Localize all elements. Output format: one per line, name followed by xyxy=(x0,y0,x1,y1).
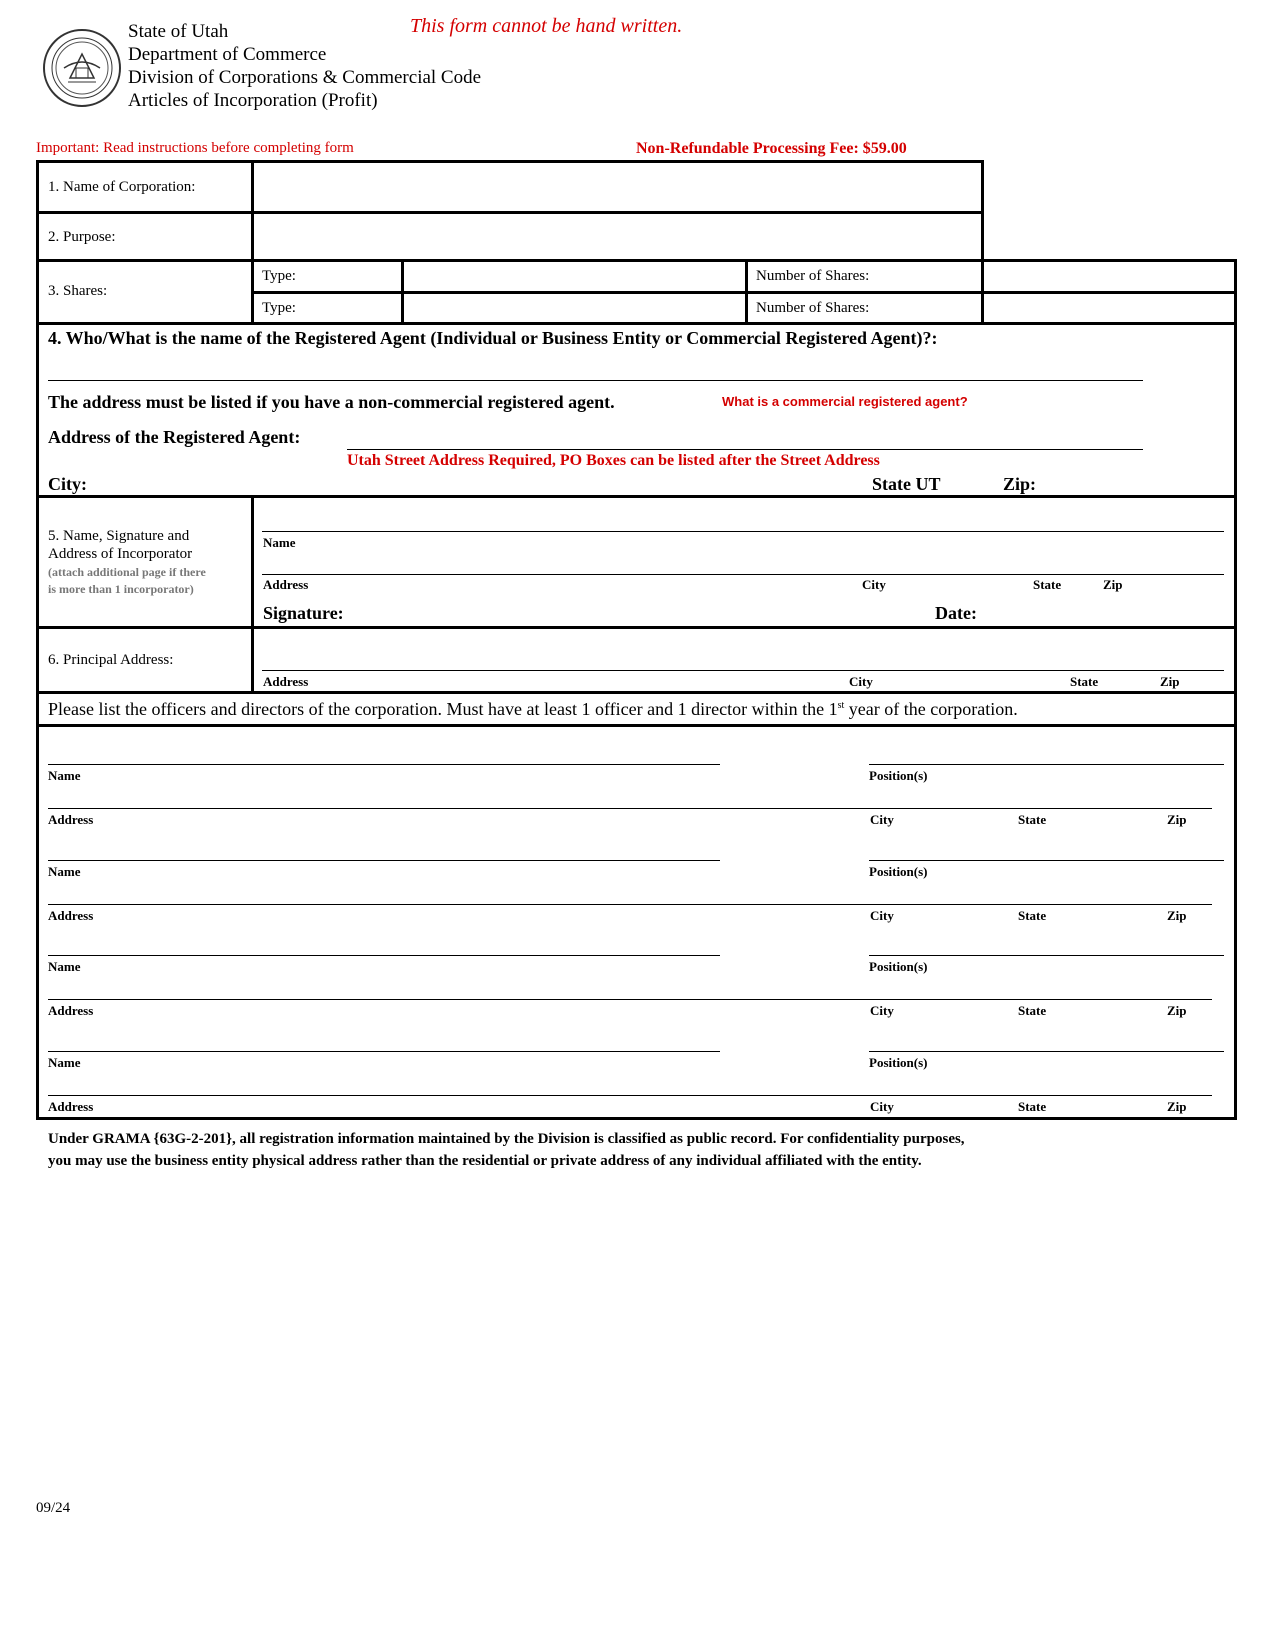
officers-intro: Please list the officers and directors of the corporation. Must have at least 1 officer and 1 director within the 1st year of the corporation. xyxy=(48,699,1018,719)
agent-city-label: City: xyxy=(48,474,87,494)
important-note[interactable]: Important: Read instructions before completing form xyxy=(36,140,354,156)
share-number-field-2[interactable] xyxy=(985,295,1233,321)
officer-zip-label-3: Zip xyxy=(1167,1003,1187,1018)
share-type-field-2[interactable] xyxy=(405,295,743,321)
officer-address-label-4: Address xyxy=(48,1099,94,1114)
officer-name-line-3[interactable] xyxy=(48,955,720,956)
officer-state-label-4: State xyxy=(1018,1099,1047,1114)
principal-zip-label: Zip xyxy=(1160,674,1180,689)
registered-agent-question: 4. Who/What is the name of the Registered Agent (Individual or Business Entity or Commercial Registered Agent)?: xyxy=(48,328,938,348)
share-number-label-1: Number of Shares: xyxy=(756,268,870,284)
officer-name-label-2: Name xyxy=(48,864,81,879)
officer-address-line-3[interactable] xyxy=(48,999,1212,1000)
commercial-agent-link[interactable]: What is a commercial registered agent? xyxy=(722,394,968,409)
date-label: Date: xyxy=(935,603,977,623)
form-version: 09/24 xyxy=(36,1500,71,1516)
utah-seal-icon xyxy=(42,28,122,108)
officer-position-line-3[interactable] xyxy=(869,955,1224,956)
officer-state-label-3: State xyxy=(1018,1003,1047,1018)
officer-zip-label-1: Zip xyxy=(1167,812,1187,827)
agent-state-label: State UT xyxy=(872,474,941,494)
header-division: Division of Corporations & Commercial Code xyxy=(128,67,482,88)
incorporator-zip-label: Zip xyxy=(1103,577,1123,592)
grama-notice-2: you may use the business entity physical address rather than the residential or private address of any individual affiliated with the entity. xyxy=(48,1153,922,1169)
officer-state-label-1: State xyxy=(1018,812,1047,827)
officer-address-line-4[interactable] xyxy=(48,1095,1212,1096)
officer-position-label-1: Position(s) xyxy=(869,768,928,783)
officer-name-line-1[interactable] xyxy=(48,764,720,765)
officer-name-line-2[interactable] xyxy=(48,860,720,861)
agent-zip-label: Zip: xyxy=(1003,474,1037,494)
header-form-title: Articles of Incorporation (Profit) xyxy=(128,90,378,111)
share-type-label-1: Type: xyxy=(262,268,296,284)
corp-name-field[interactable] xyxy=(256,164,980,209)
incorporator-name-label: Name xyxy=(263,535,296,550)
agent-address-label: Address of the Registered Agent: xyxy=(48,427,301,447)
incorporator-note-1: (attach additional page if there xyxy=(48,565,206,579)
agent-name-line[interactable] xyxy=(48,380,1143,381)
officer-address-line-2[interactable] xyxy=(48,904,1212,905)
corp-name-label: 1. Name of Corporation: xyxy=(48,179,196,195)
officer-city-label-1: City xyxy=(870,812,894,827)
share-number-field-1[interactable] xyxy=(985,263,1233,290)
officer-position-line-1[interactable] xyxy=(869,764,1224,765)
officer-position-line-4[interactable] xyxy=(869,1051,1224,1052)
non-commercial-note: The address must be listed if you have a non-commercial registered agent. xyxy=(48,392,615,412)
shares-label: 3. Shares: xyxy=(48,283,108,299)
officer-name-label-3: Name xyxy=(48,959,81,974)
officer-position-label-3: Position(s) xyxy=(869,959,928,974)
principal-address-line[interactable] xyxy=(262,670,1224,671)
officer-state-label-2: State xyxy=(1018,908,1047,923)
incorporator-address-line[interactable] xyxy=(262,574,1224,575)
main-form-box xyxy=(36,259,1237,1120)
officer-city-label-3: City xyxy=(870,1003,894,1018)
principal-city-label: City xyxy=(849,674,873,689)
officer-address-label-3: Address xyxy=(48,1003,94,1018)
officer-position-line-2[interactable] xyxy=(869,860,1224,861)
officer-position-label-2: Position(s) xyxy=(869,864,928,879)
share-type-label-2: Type: xyxy=(262,300,296,316)
officer-name-line-4[interactable] xyxy=(48,1051,720,1052)
header-state: State of Utah xyxy=(128,21,229,42)
officer-city-label-4: City xyxy=(870,1099,894,1114)
officer-name-label-1: Name xyxy=(48,768,81,783)
utah-address-required: Utah Street Address Required, PO Boxes can be listed after the Street Address xyxy=(347,452,880,469)
share-number-label-2: Number of Shares: xyxy=(756,300,870,316)
header-department: Department of Commerce xyxy=(128,44,327,65)
incorporator-label-1: 5. Name, Signature and xyxy=(48,528,190,544)
incorporator-name-line[interactable] xyxy=(262,531,1224,532)
grama-notice-1: Under GRAMA {63G-2-201}, all registration information maintained by the Division is classified as public record. For confidentiality purposes, xyxy=(48,1131,965,1147)
officer-address-label-1: Address xyxy=(48,812,94,827)
incorporator-address-label: Address xyxy=(263,577,309,592)
officer-zip-label-4: Zip xyxy=(1167,1099,1187,1114)
date-field[interactable] xyxy=(990,600,1230,626)
officer-city-label-2: City xyxy=(870,908,894,923)
incorporator-label-2: Address of Incorporator xyxy=(48,546,193,562)
purpose-label: 2. Purpose: xyxy=(48,229,116,245)
officer-address-line-1[interactable] xyxy=(48,808,1212,809)
principal-address-sublabel: Address xyxy=(263,674,309,689)
principal-address-label: 6. Principal Address: xyxy=(48,652,174,668)
handwritten-warning: This form cannot be hand written. xyxy=(410,15,683,37)
incorporator-city-label: City xyxy=(862,577,886,592)
incorporator-state-label: State xyxy=(1033,577,1062,592)
purpose-field[interactable] xyxy=(256,215,980,259)
processing-fee: Non-Refundable Processing Fee: $59.00 xyxy=(636,140,907,157)
officer-zip-label-2: Zip xyxy=(1167,908,1187,923)
signature-field[interactable] xyxy=(360,600,920,626)
share-type-field-1[interactable] xyxy=(405,263,743,290)
incorporator-note-2: is more than 1 incorporator) xyxy=(48,582,194,596)
agent-address-line[interactable] xyxy=(347,449,1143,450)
officer-name-label-4: Name xyxy=(48,1055,81,1070)
officer-position-label-4: Position(s) xyxy=(869,1055,928,1070)
officer-address-label-2: Address xyxy=(48,908,94,923)
signature-label: Signature: xyxy=(263,603,344,623)
principal-state-label: State xyxy=(1070,674,1099,689)
